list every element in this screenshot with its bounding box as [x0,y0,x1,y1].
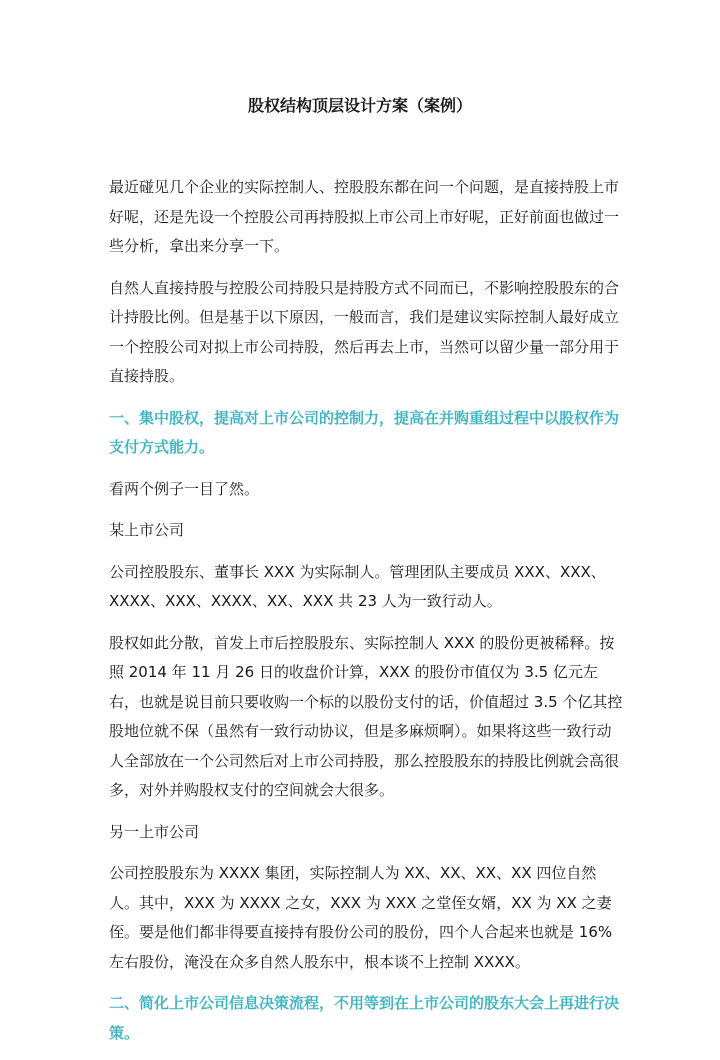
paragraph-intro: 最近碰见几个企业的实际控制人、控股股东都在问一个问题，是直接持股上市好呢，还是先设一个控股公司再持股拟上市公司上市好呢，正好前面也做过一些分析，拿出来分享一下。 [109,178,620,255]
paragraph-example-1-analysis: 股权如此分散，首发上市后控股股东、实际控制人 XXX 的股份更被稀释。按照 2014 年 11 月 26 日的收盘价计算，XXX 的股份市值仅为 3.5 亿元左右，也就是说目前只要收购一个标的以股份支付的话，价值超过 3.5 个亿其控股地位就不保（虽然有一致行动协议，但是多麻烦啊）。如果将这些一致行动人全部放在一个公司然后对上市公司持股，那么控股股东的持股比例就会高很多，对外并购股权支付的空间就会大很多。 [109,633,623,799]
paragraph-example-2-body: 公司控股股东为 XXXX 集团，实际控制人为 XX、XX、XX、XX 四位自然人。其中，XXX 为 XXXX 之女，XXX 为 XXX 之堂侄女婿，XX 为 XX 之妻侄。要是他们都非得要直接持有股份公司的股份，四个人合起来也就是 16%左右股份，淹没在众多自然人股东中，根本谈不上控制 XXXX。 [109,864,613,971]
paragraph-recommendation: 自然人直接持股与控股公司持股只是持股方式不同而已，不影响控股股东的合计持股比例。但是基于以下原因，一般而言，我们是建议实际控制人最好成立一个控股公司对拟上市公司持股，然后再去上市，当然可以留少量一部分用于直接持股。 [109,278,620,385]
document-body [109,173,625,1060]
paragraph-example-1-body: 公司控股股东、董事长 XXX 为实际制人。管理团队主要成员 XXX、XXX、XXXX、XXX、XXXX、XX、XXX 共 23 人为一致行动人。 [109,562,606,610]
paragraph-examples-intro: 看两个例子一目了然。 [109,479,260,498]
document-title: 股权结构顶层设计方案（案例） [247,96,472,115]
section-heading-1: 一、集中股权，提高对上市公司的控制力，提高在并购重组过程中以股权作为支付方式能力。 [109,408,620,456]
section-heading-2: 二、简化上市公司信息决策流程，不用等到在上市公司的股东大会上再进行决策。 [109,994,620,1042]
paragraph-example-2-label: 另一上市公司 [109,822,200,841]
paragraph-example-1-label: 某上市公司 [109,521,185,539]
